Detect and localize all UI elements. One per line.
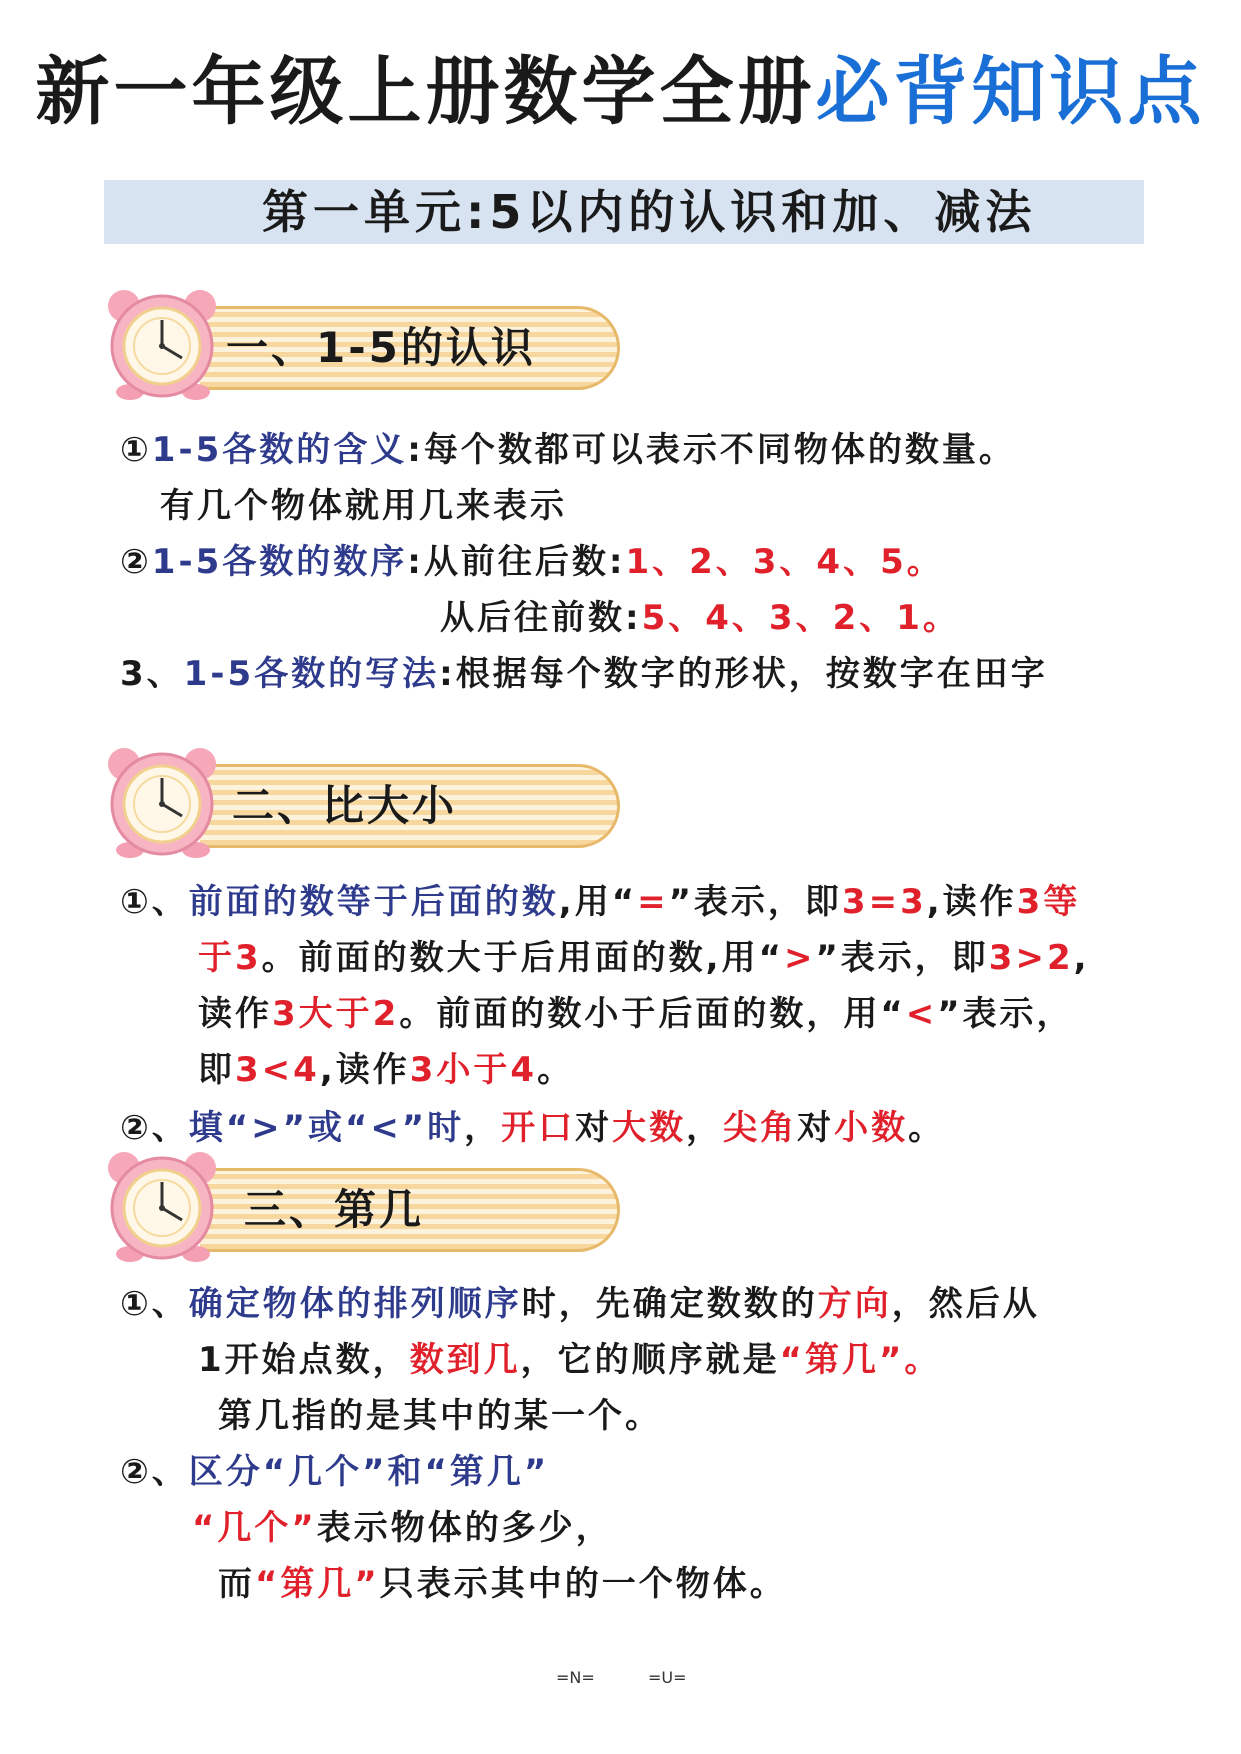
term-text: 区分“几个”和“第几” [188, 1452, 550, 1492]
text-line [120, 1106, 945, 1150]
highlight-text: 小数 [834, 1108, 909, 1148]
highlight-text: “第几”。 [779, 1340, 942, 1380]
highlight-text: 3大于2 [272, 994, 400, 1034]
body-text: ”表示， [937, 994, 1074, 1034]
highlight-text: 3小于4 [409, 1050, 538, 1090]
highlight-text: 3<4 [235, 1050, 320, 1090]
text-line [120, 1450, 549, 1494]
footer-right-mark: =U= [648, 1668, 687, 1687]
text-line [120, 540, 944, 584]
text-line [218, 1394, 662, 1438]
text-line [198, 1048, 574, 1092]
term-text: 填“>”或“<”时 [188, 1108, 465, 1148]
body-text: 3、 [120, 654, 184, 694]
highlight-text: 大数 [612, 1108, 687, 1148]
body-text: ，然后从 [891, 1284, 1040, 1324]
alarm-clock-icon [104, 1146, 224, 1266]
body-text: 对 [797, 1108, 835, 1148]
page-title [0, 49, 1241, 135]
page-title-highlight: 必背知识点 [815, 49, 1206, 135]
footer-left-mark: =N= [556, 1668, 595, 1687]
text-line [440, 596, 960, 640]
highlight-text: 开口 [501, 1108, 576, 1148]
alarm-clock-icon [104, 742, 224, 862]
body-text: 对 [575, 1108, 613, 1148]
text-line [120, 880, 1080, 924]
body-text: ①、 [120, 882, 189, 922]
text-line [120, 1282, 1040, 1326]
body-text: 。 [908, 1108, 946, 1148]
body-text: , [1073, 938, 1090, 978]
highlight-text: 方向 [817, 1284, 892, 1324]
text-line [160, 484, 567, 528]
body-text: ”表示，即 [668, 882, 842, 922]
term-text: 确定物体的排列顺序 [188, 1284, 522, 1324]
body-text: :根据每个数字的形状，按数字在田字 [439, 654, 1048, 694]
body-text: ①、 [120, 1284, 189, 1324]
alarm-clock-icon [104, 284, 224, 404]
body-text: ,读作 [319, 1050, 410, 1090]
section-heading: 二、比大小 [232, 781, 458, 830]
term-text: 1-5各数的数序 [151, 542, 408, 582]
highlight-text: 尖角 [723, 1108, 798, 1148]
page-title-main: 新一年级上册数学全册 [35, 49, 816, 135]
body-text: 1开始点数， [198, 1340, 410, 1380]
text-line [198, 936, 1090, 980]
highlight-text: 数到几 [409, 1340, 521, 1380]
body-text: ”表示，即 [815, 938, 989, 978]
body-text: ②、 [120, 1452, 189, 1492]
body-text: ②、 [120, 1108, 189, 1148]
body-text: ， [464, 1108, 502, 1148]
text-line [198, 1338, 941, 1382]
text-line [120, 428, 1016, 472]
body-text: 读作 [198, 994, 272, 1034]
body-text: 。 [537, 1050, 575, 1090]
term-text: 前面的数等于后面的数 [188, 882, 559, 922]
body-text: 从后往前数: [440, 598, 642, 638]
text-line [192, 1506, 613, 1550]
body-text: 。前面的数大于后用面的数,用“ [261, 938, 784, 978]
body-text: ,用“ [558, 882, 638, 922]
body-text: :每个数都可以表示不同物体的数量。 [407, 430, 1016, 470]
term-text: 1-5各数的写法 [183, 654, 440, 694]
highlight-text: = [637, 882, 669, 922]
highlight-text: 3等 [1016, 882, 1081, 922]
body-text: ,读作 [926, 882, 1017, 922]
highlight-text: 3=3 [841, 882, 927, 922]
body-text: 即 [198, 1050, 235, 1090]
section-heading: 三、第几 [244, 1185, 425, 1234]
body-text: 只表示其中的一个物体。 [379, 1564, 787, 1604]
highlight-text: < [905, 994, 938, 1034]
section-banner-1 [104, 284, 534, 390]
body-text: ， [686, 1108, 724, 1148]
body-text: 第几指的是其中的某一个。 [218, 1396, 662, 1436]
section-banner-3 [104, 1146, 534, 1252]
term-text: 1-5各数的含义 [151, 430, 408, 470]
body-text: 表示物体的多少， [316, 1508, 613, 1548]
highlight-text: “几个” [192, 1508, 317, 1548]
highlight-text: 1、2、3、4、5。 [625, 542, 944, 582]
highlight-text: 5、4、3、2、1。 [641, 598, 960, 638]
text-line [120, 652, 1048, 696]
highlight-text: > [783, 938, 816, 978]
text-line [218, 1562, 787, 1606]
body-text: ，它的顺序就是 [520, 1340, 780, 1380]
section-banner-2 [104, 742, 534, 848]
body-text: 。前面的数小于后面的数，用“ [399, 994, 906, 1034]
body-text: 有几个物体就用几来表示 [160, 486, 567, 526]
body-text: 时，先确定数数的 [521, 1284, 818, 1324]
body-text: ① [120, 430, 152, 470]
unit-title: 第一单元:5以内的认识和加、减法 [262, 185, 1037, 239]
highlight-text: “第几” [255, 1564, 380, 1604]
body-text: 而 [218, 1564, 255, 1604]
text-line [198, 992, 1074, 1036]
body-text: ② [120, 542, 152, 582]
highlight-text: 3>2 [988, 938, 1074, 978]
body-text: :从前往后数: [407, 542, 626, 582]
section-heading: 一、1-5的认识 [226, 323, 536, 372]
highlight-text: 于3 [198, 938, 262, 978]
